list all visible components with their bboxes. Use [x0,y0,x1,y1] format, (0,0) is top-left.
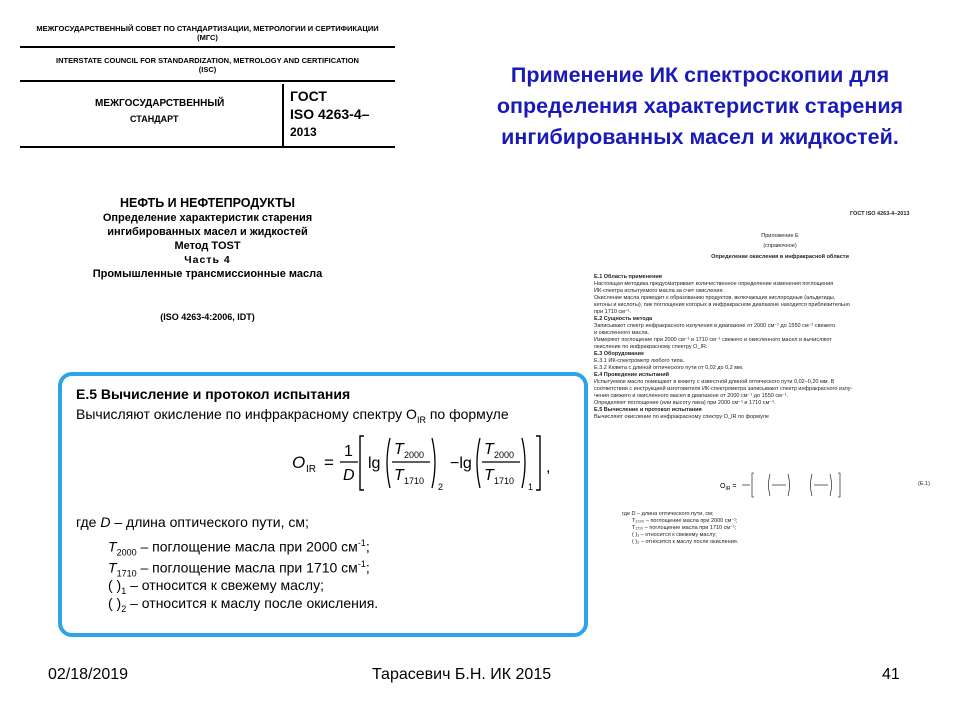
small-e1: Е.1 Область применения [594,274,663,280]
small-eq-number: (Е.1) [918,481,930,487]
gost-line2: ISO 4263-4– [290,106,370,122]
paren-right [522,438,525,488]
small-e5-t1: Вычисляют окисление по инфракрасному спектру O_IR по формуле [594,414,769,420]
small-where [622,511,922,546]
small-title: Определение окисления в инфракрасной области [711,254,849,260]
small-e2-t4: окисление по инфракрасному спектру O_IR. [594,344,708,350]
formula-intro [76,406,509,425]
where-oxidized-sub: 2 [121,603,127,614]
small-ref: (справочное) [763,243,797,249]
where-d [76,513,309,532]
paren-right [432,438,435,488]
small-e1-t1: Настоящая методика предусматривает количественное определение изменения поглощения [594,281,834,287]
small-e2: Е.2 Сущность метода [594,316,653,322]
where-fresh-paren: ( ) [108,577,122,593]
oxidation-formula [292,432,582,494]
where-t2000-symbol: T [108,538,117,555]
small-body [594,274,944,421]
where-t1710-end: ; [365,559,370,576]
document-title-block [20,195,395,281]
document-oils: Промышленные трансмиссионные масла [92,268,323,280]
council-ru-name: МЕЖГОСУДАРСТВЕННЫЙ СОВЕТ ПО СТАНДАРТИЗАЦИИ, МЕТРОЛОГИИ И СЕРТИФИКАЦИИ [36,24,379,33]
formula-t-num: T [394,441,404,458]
formula-sub-2: 2 [438,482,444,492]
slide-title: Применение ИК спектроскопии для определения характеристик старения ингибированных масел и жидкостей. [496,63,904,149]
small-formula-lhs: $O_{IR}$ = [720,483,737,492]
footer-date: 02/18/2019 [48,666,129,683]
where-t2000-sup: -1 [357,538,366,548]
paren-left [387,438,390,488]
where-fresh-sub: 1 [121,585,127,596]
where-t2000-end: ; [365,538,370,555]
small-w2: T₂₀₀₀ – поглощение масла при 2000 см⁻¹; [632,518,738,524]
bracket-left [360,436,364,490]
formula-intro-sub: IR [416,414,426,425]
where-t1710-sub: 1710 [116,568,137,579]
formula-minus: −lg [450,455,472,472]
divider [20,146,395,148]
formula-lhs-sub: IR [306,464,316,475]
standard-label: СТАНДАРТ [130,114,179,124]
formula-num: 1 [344,443,353,460]
small-e1-t5: при 1710 см⁻¹. [594,309,632,315]
formula-t-num-2: T [484,441,494,458]
where-t2000-text: – поглощение масла при 2000 см [136,538,358,555]
council-en-name: INTERSTATE COUNCIL FOR STANDARDIZATION, METROLOGY AND CERTIFICATION [56,56,359,65]
formula-den: D [343,467,355,484]
formula-comma: , [546,459,551,476]
small-w3: T₁₇₁₀ – поглощение масла при 1710 см⁻¹; [632,525,737,531]
small-e2-t3: Измеряют поглощение при 2000 см⁻¹ и 1710 см⁻¹ свежего и окисленного масел и вычисляют [594,337,832,343]
small-e4-t4: Определяют поглощение (или высоту пика) при 2000 см⁻¹ и 1710 см⁻¹. [594,400,776,406]
small-appendix: Приложение Е [761,233,799,239]
gost-number [290,87,369,141]
document-subtitle-1: Определение характеристик старения [102,212,313,224]
footer-page-number: 41 [882,666,900,683]
formula-t-den-2-sub: 1710 [494,476,515,486]
interstate-label: МЕЖГОСУДАРСТВЕННЫЙ [95,98,225,109]
gost-line3: 2013 [290,125,317,139]
small-e4: Е.4 Проведение испытаний [594,372,669,378]
small-w1: где D – длина оптического пути, см; [622,511,714,517]
document-method: Метод TOST [174,240,241,252]
formula-intro-text: Вычисляют окисление по инфракрасному спектру O [76,406,417,422]
divider [20,80,395,82]
where-t1710-symbol: T [108,559,117,576]
council-ru-abbr: (МГС) [197,33,218,42]
where-t1710-text: – поглощение масла при 1710 см [136,559,358,576]
small-gost: ГОСТ ISO 4263-4–2013 [850,211,910,217]
where-oxidized-paren: ( ) [108,595,122,611]
small-e2-t2: и окисленного масла. [594,330,650,336]
iso-reference: (ISO 4263-4:2006, IDT) [160,312,255,322]
formula-heading: Е.5 Вычисление и протокол испытания [76,386,351,402]
small-e1-t4: кетоны и кислоты), пик поглощения которых в инфракрасном диапазоне находится приблизительно [594,302,850,308]
formula-lhs: O [292,453,306,472]
document-part: Часть 4 [184,254,231,266]
document-subtitle-2: ингибированных масел и жидкостей [107,226,308,238]
where-t2000-sub: 2000 [116,547,137,558]
small-e5: Е.5 Вычисление и протокол испытания [594,407,702,413]
bracket-right [536,436,540,490]
small-bracket-left [752,473,754,497]
formula-sub-1: 1 [528,482,534,492]
footer-author: Тарасевич Б.Н. ИК 2015 [372,666,552,683]
gost-line1: ГОСТ [290,88,327,104]
small-bracket-right [838,473,840,497]
where-fresh-text: – относится к свежему маслу; [126,577,324,593]
formula-lg: lg [368,455,381,472]
small-e3-t1: Е.3.1 ИК-спектрометр любого типа. [594,358,685,364]
document-title: НЕФТЬ И НЕФТЕПРОДУКТЫ [120,196,295,210]
formula-t-num-2-sub: 2000 [494,450,515,460]
where-oxidized [108,594,378,619]
formula-t-num-sub: 2000 [404,450,425,460]
small-w5: ( )₂ – относится к маслу после окисления. [632,539,739,545]
small-e4-t2: соответствии с инструкцией изготовителя ИК-спектрометра записывают спектр инфракрасного излу- [594,386,853,392]
small-e2-t1: Записывают спектр инфракрасного излучения в диапазоне от 2000 см⁻¹ до 1550 см⁻¹ свежего [594,323,836,329]
divider [20,46,395,48]
paren-left [477,438,480,488]
small-e3: Е.3 Оборудование [594,351,645,357]
small-e1-t2: ИК-спектра испытуемого масла за счет окисления. [594,288,724,294]
where-d-symbol: D [100,514,111,530]
formula-t-den: T [394,467,404,484]
council-en [20,56,395,74]
formula-t-den-sub: 1710 [404,476,425,486]
council-ru [20,24,395,42]
where-t1710-sup: -1 [357,559,366,569]
small-e4-t1: Испытуемое масло помещают в кювету с известной длиной оптического пути 0,02–0,20 мм. В [594,379,835,385]
council-en-abbr: (ISC) [198,65,217,74]
where-oxidized-text: – относится к маслу после окисления. [126,595,379,611]
where-d-prefix: где [76,514,101,530]
small-w4: ( )₁ – относится к свежему маслу; [632,532,717,538]
small-e1-t3: Окисление масла приводит к образованию продуктов, включающих кислородные (альдегиды, [594,295,836,301]
formula-intro-end: по формуле [425,406,509,422]
where-d-text: – длина оптического пути, см; [110,514,309,530]
small-formula [720,470,850,500]
formula-eq: = [324,453,334,472]
small-e4-t3: чения свежего и окисленного масел в диапазоне от 2000 см⁻¹ до 1550 см⁻¹. [594,393,789,399]
small-e3-t2: Е.3.2 Кювета с длиной оптического пути от 0,02 до 0,2 мм. [594,365,744,371]
formula-t-den-2: T [484,467,494,484]
